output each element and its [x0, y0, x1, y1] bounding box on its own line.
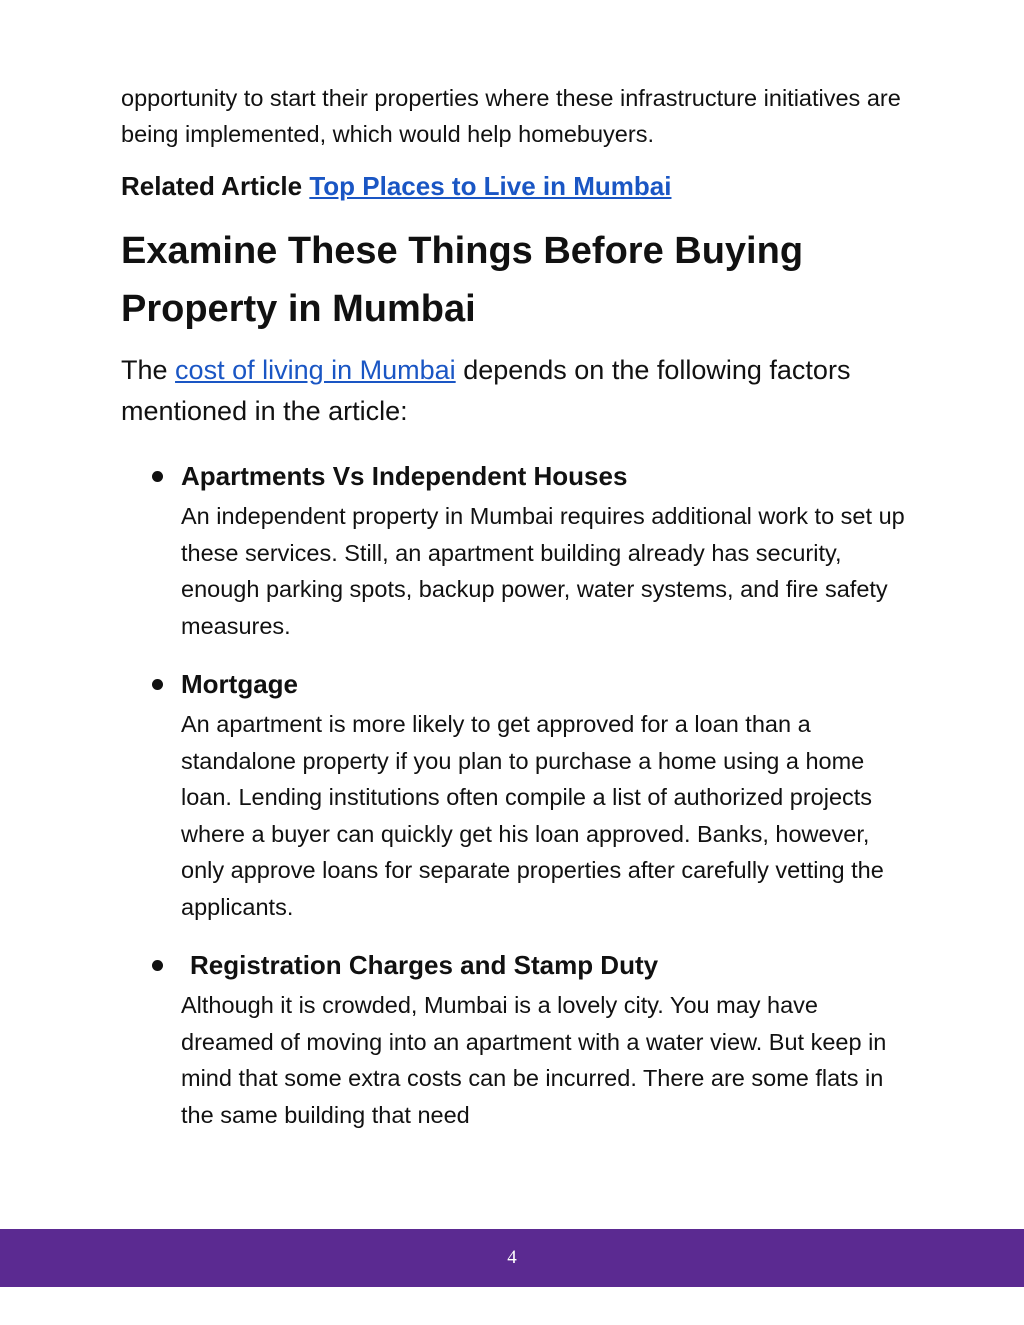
- factor-title: Registration Charges and Stamp Duty: [190, 950, 659, 980]
- footer-bar: [0, 1229, 1024, 1287]
- section-intro: [121, 350, 861, 432]
- list-item: [121, 947, 921, 1133]
- related-article: [121, 168, 921, 204]
- factor-title: Apartments Vs Independent Houses: [181, 461, 628, 491]
- factor-body: An apartment is more likely to get approved for a loan than a standalone property if you plan to purchase a home using a home loan. Lending institutions often compile a list of authorized projects where a buyer can quickly get his loan approved. Banks, however, only approve loans for separate properties after carefully vetting the applicants.: [181, 711, 884, 920]
- section-intro-end: depends on the following factors mentioned in the article:: [121, 355, 851, 426]
- page-content: [121, 80, 921, 1155]
- factor-body: An independent property in Mumbai requires additional work to set up these services. Still, an apartment building already has security, enough parking spots, backup power, water systems, and fire safety measures.: [181, 503, 905, 639]
- factor-body: Although it is crowded, Mumbai is a lovely city. You may have dreamed of moving into an apartment with a water view. But keep in mind that some extra costs can be incurred. There are some flats in the same building that need: [181, 992, 887, 1128]
- bullet-icon: [152, 960, 163, 971]
- section-heading: Examine These Things Before Buying Property in Mumbai: [121, 230, 804, 330]
- cost-of-living-link[interactable]: cost of living in Mumbai: [175, 355, 456, 385]
- bullet-icon: [152, 471, 163, 482]
- list-item: [121, 458, 921, 644]
- section-intro-start: The: [121, 355, 168, 385]
- page-number: 4: [507, 1247, 517, 1268]
- list-item: [121, 666, 921, 925]
- related-article-link[interactable]: Top Places to Live in Mumbai: [309, 171, 672, 201]
- factor-title: Mortgage: [181, 669, 298, 699]
- related-article-label: Related Article: [121, 171, 303, 201]
- bullet-icon: [152, 679, 163, 690]
- factor-list: [121, 458, 921, 1133]
- intro-paragraph: opportunity to start their properties where these infrastructure initiatives are being implemented, which would help homebuyers.: [121, 85, 901, 147]
